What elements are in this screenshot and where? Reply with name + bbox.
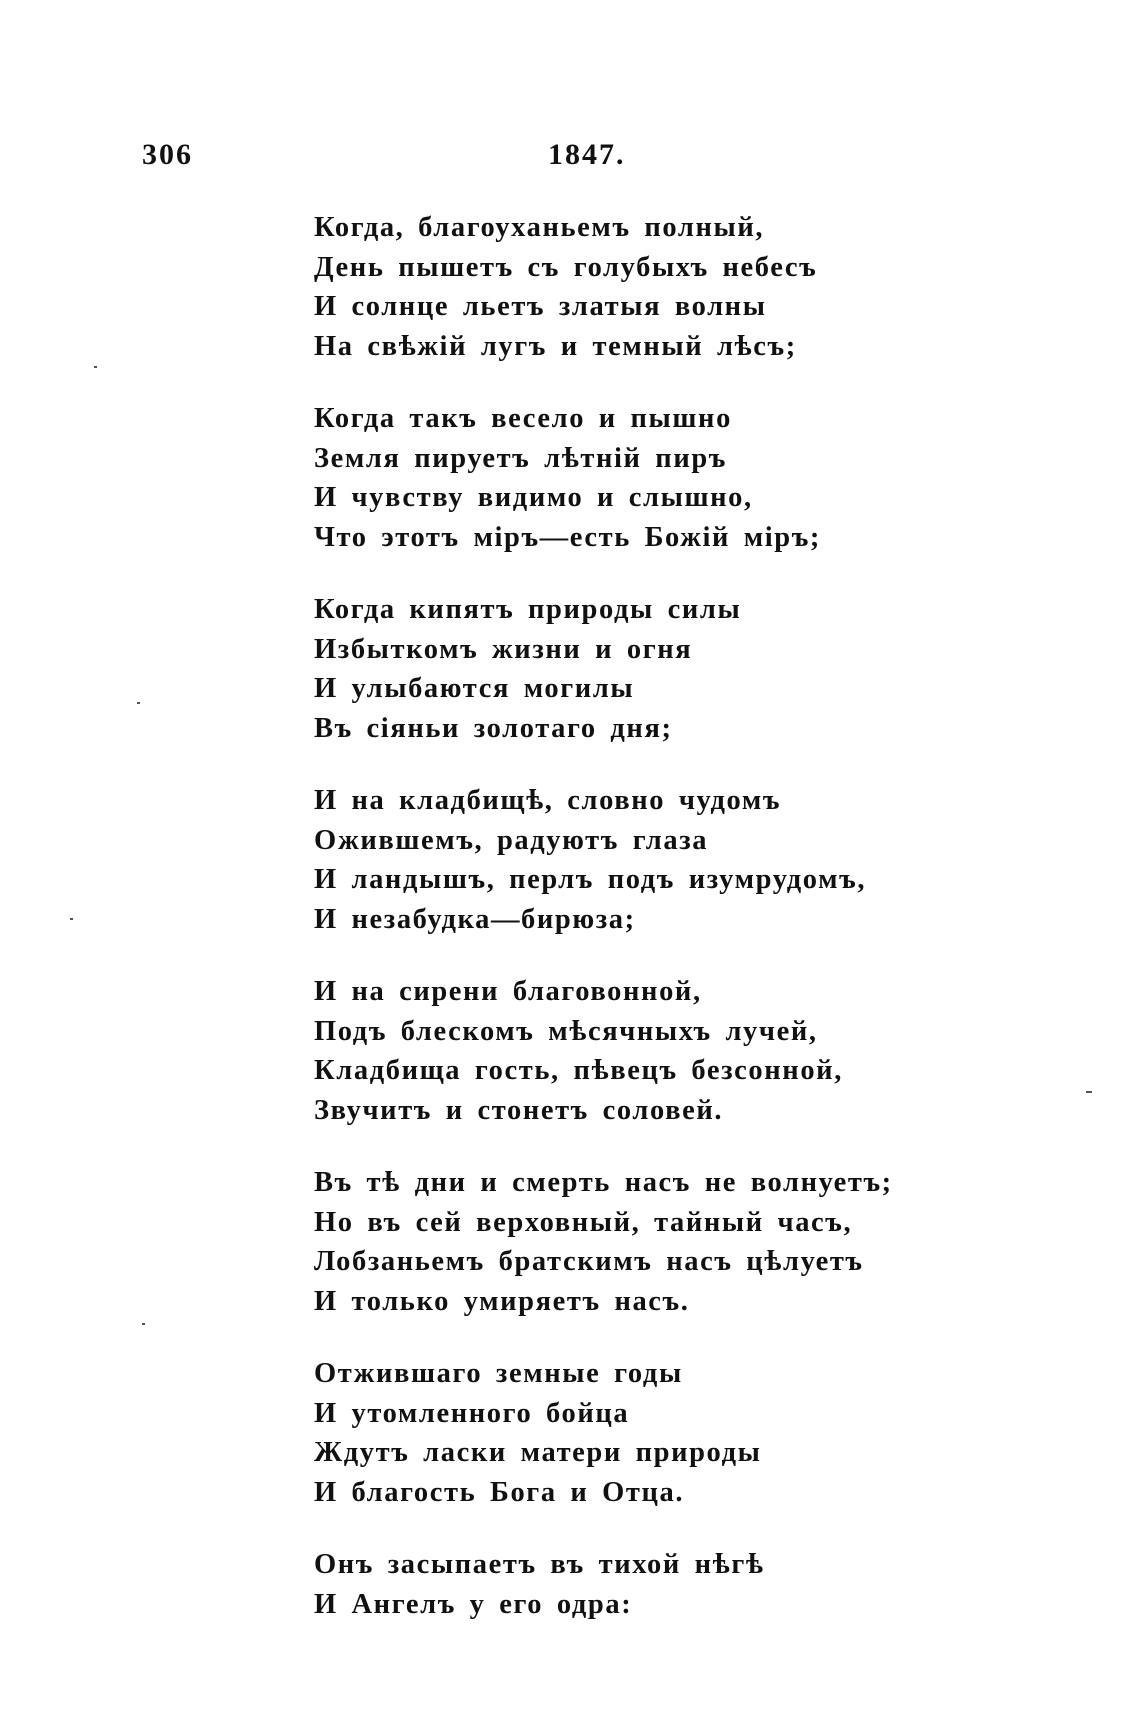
poem-line: Ожившемъ, радуютъ глаза [314, 824, 709, 856]
poem-line: Онъ засыпаетъ въ тихой нѣгѣ [314, 1549, 765, 1580]
scan-speck [70, 918, 73, 920]
poem-line: Избыткомъ жизни и огня [314, 633, 693, 665]
scan-speck [137, 702, 140, 704]
poem-line: Отжившаго земные годы [314, 1358, 683, 1389]
poem-line: И улыбаются могилы [314, 673, 635, 704]
stanza-3 [314, 590, 1094, 748]
poem-line: И благость Бога и Отца. [314, 1476, 685, 1508]
scan-speck [1086, 1091, 1092, 1093]
stanza-2 [314, 399, 1094, 557]
poem-line: И незабудка—бирюза; [314, 903, 636, 935]
poem-line: И Ангелъ у его одра: [314, 1588, 633, 1620]
scan-speck [142, 1323, 145, 1325]
stanza-7 [314, 1354, 1094, 1512]
running-head-year: 1847. [548, 138, 626, 171]
poem-line: Что этотъ міръ—есть Божій міръ; [314, 521, 822, 553]
poem-line: Когда такъ весело и пышно [314, 403, 732, 434]
poem-line: И ландышъ, перлъ подъ изумрудомъ, [314, 864, 867, 895]
poem-body [314, 208, 1094, 1657]
stanza-4 [314, 781, 1094, 939]
poem-line: Въ тѣ дни и смерть насъ не волнуетъ; [314, 1167, 893, 1198]
page-number: 306 [142, 138, 193, 171]
poem-line: И на кладбищѣ, словно чудомъ [314, 785, 782, 816]
poem-line: На свѣжій лугъ и темный лѣсъ; [314, 330, 797, 362]
poem-line: День пышетъ съ голубыхъ небесъ [314, 251, 818, 283]
poem-line: Земля пируетъ лѣтній пиръ [314, 442, 728, 474]
poem-line: Когда, благоуханьемъ полный, [314, 212, 765, 243]
poem-line: И на сирени благовонной, [314, 976, 702, 1007]
poem-line: Звучитъ и стонетъ соловей. [314, 1094, 724, 1126]
stanza-8 [314, 1545, 1094, 1624]
poem-line: Когда кипятъ природы силы [314, 594, 742, 625]
poem-line: Въ сіяньи золотаго дня; [314, 712, 673, 744]
stanza-6 [314, 1163, 1094, 1321]
poem-line: Но въ сей верховный, тайный часъ, [314, 1206, 853, 1238]
stanza-1 [314, 208, 1094, 366]
poem-line: Лобзаньемъ братскимъ насъ цѣлуетъ [314, 1246, 864, 1277]
poem-line: Ждутъ ласки матери природы [314, 1437, 762, 1468]
scan-speck [94, 366, 97, 368]
poem-line: И чувству видимо и слышно, [314, 482, 753, 513]
poem-line: Подъ блескомъ мѣсячныхъ лучей, [314, 1015, 818, 1047]
poem-line: И утомленного бойца [314, 1397, 630, 1429]
poem-line: Кладбища гость, пѣвецъ безсонной, [314, 1055, 843, 1086]
stanza-5 [314, 972, 1094, 1130]
poem-line: И только умиряетъ насъ. [314, 1285, 690, 1317]
poem-line: И солнце льетъ златыя волны [314, 291, 767, 322]
